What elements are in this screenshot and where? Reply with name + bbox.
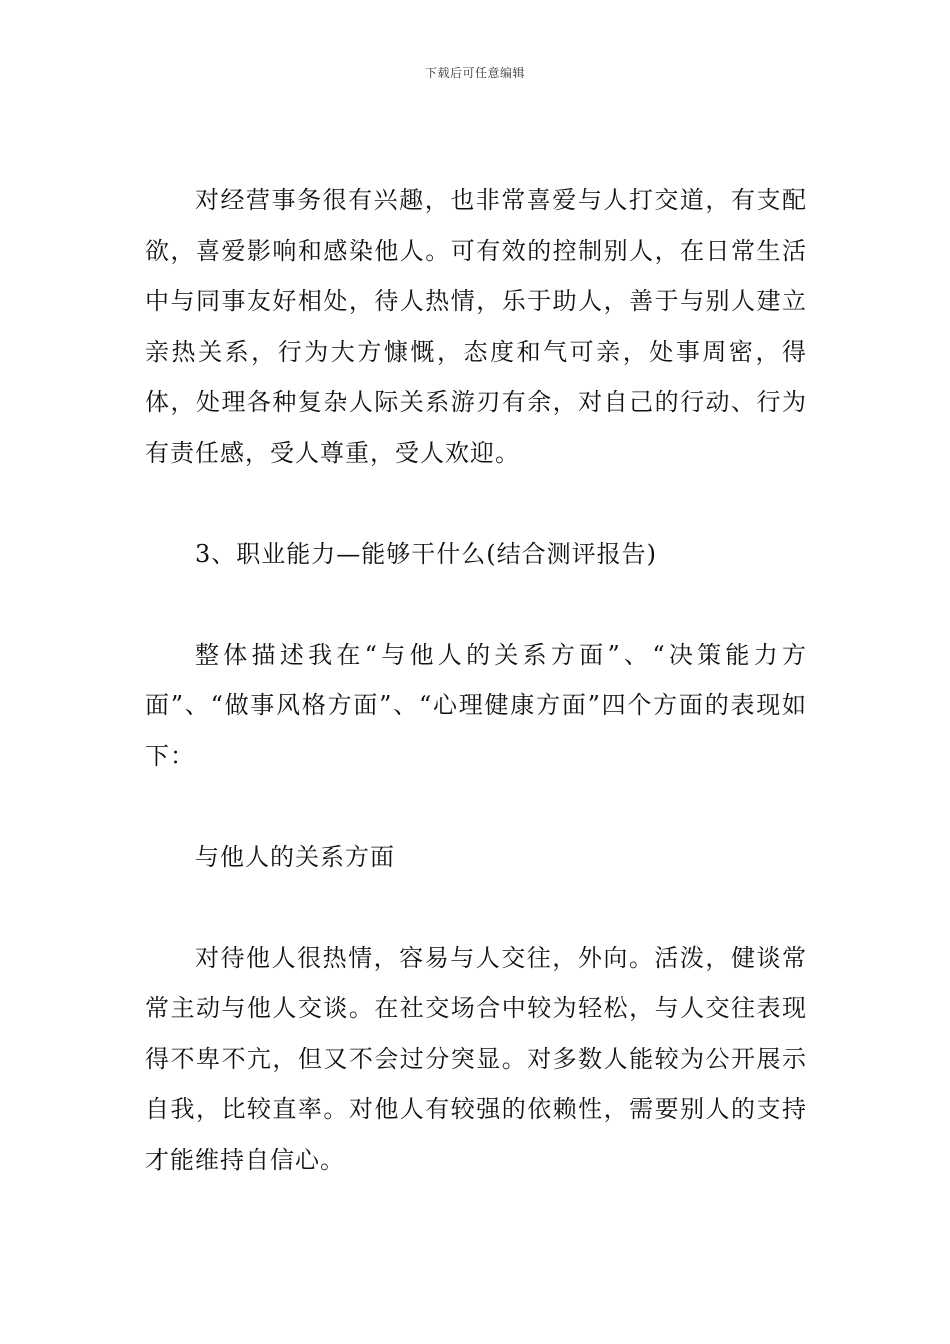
- page-header: 下载后可任意编辑: [424, 66, 525, 80]
- subheading-relationships: 与他人的关系方面: [195, 842, 395, 871]
- paragraph-overview: 整体描述我在“与他人的关系方面”、“决策能力方面”、“做事风格方面”、“心理健康方面”四个方面的表现如下：: [145, 640, 807, 770]
- section-heading-career-ability: 3、职业能力—能够干什么(结合测评报告): [195, 539, 657, 568]
- paragraph-spacer: [145, 882, 807, 933]
- paragraph-spacer: [145, 781, 807, 832]
- paragraph-spacer: [145, 579, 807, 630]
- paragraph-spacer: [145, 478, 807, 529]
- document-body: [145, 175, 807, 1185]
- paragraph-personality: 对经营事务很有兴趣，也非常喜爱与人打交道，有支配欲，喜爱影响和感染他人。可有效的控制别人，在日常生活中与同事友好相处，待人热情，乐于助人，善于与别人建立亲热关系，行为大方慷慨，态度和气可亲，处事周密，得体，处理各种复杂人际关系游刃有余，对自己的行动、行为有责任感，受人尊重，受人欢迎。: [145, 186, 807, 467]
- paragraph-relationships: 对待他人很热情，容易与人交往，外向。活泼，健谈常常主动与他人交谈。在社交场合中较为轻松，与人交往表现得不卑不亢，但又不会过分突显。对多数人能较为公开展示自我，比较直率。对他人有较强的依赖性，需要别人的支持才能维持自信心。: [145, 943, 807, 1174]
